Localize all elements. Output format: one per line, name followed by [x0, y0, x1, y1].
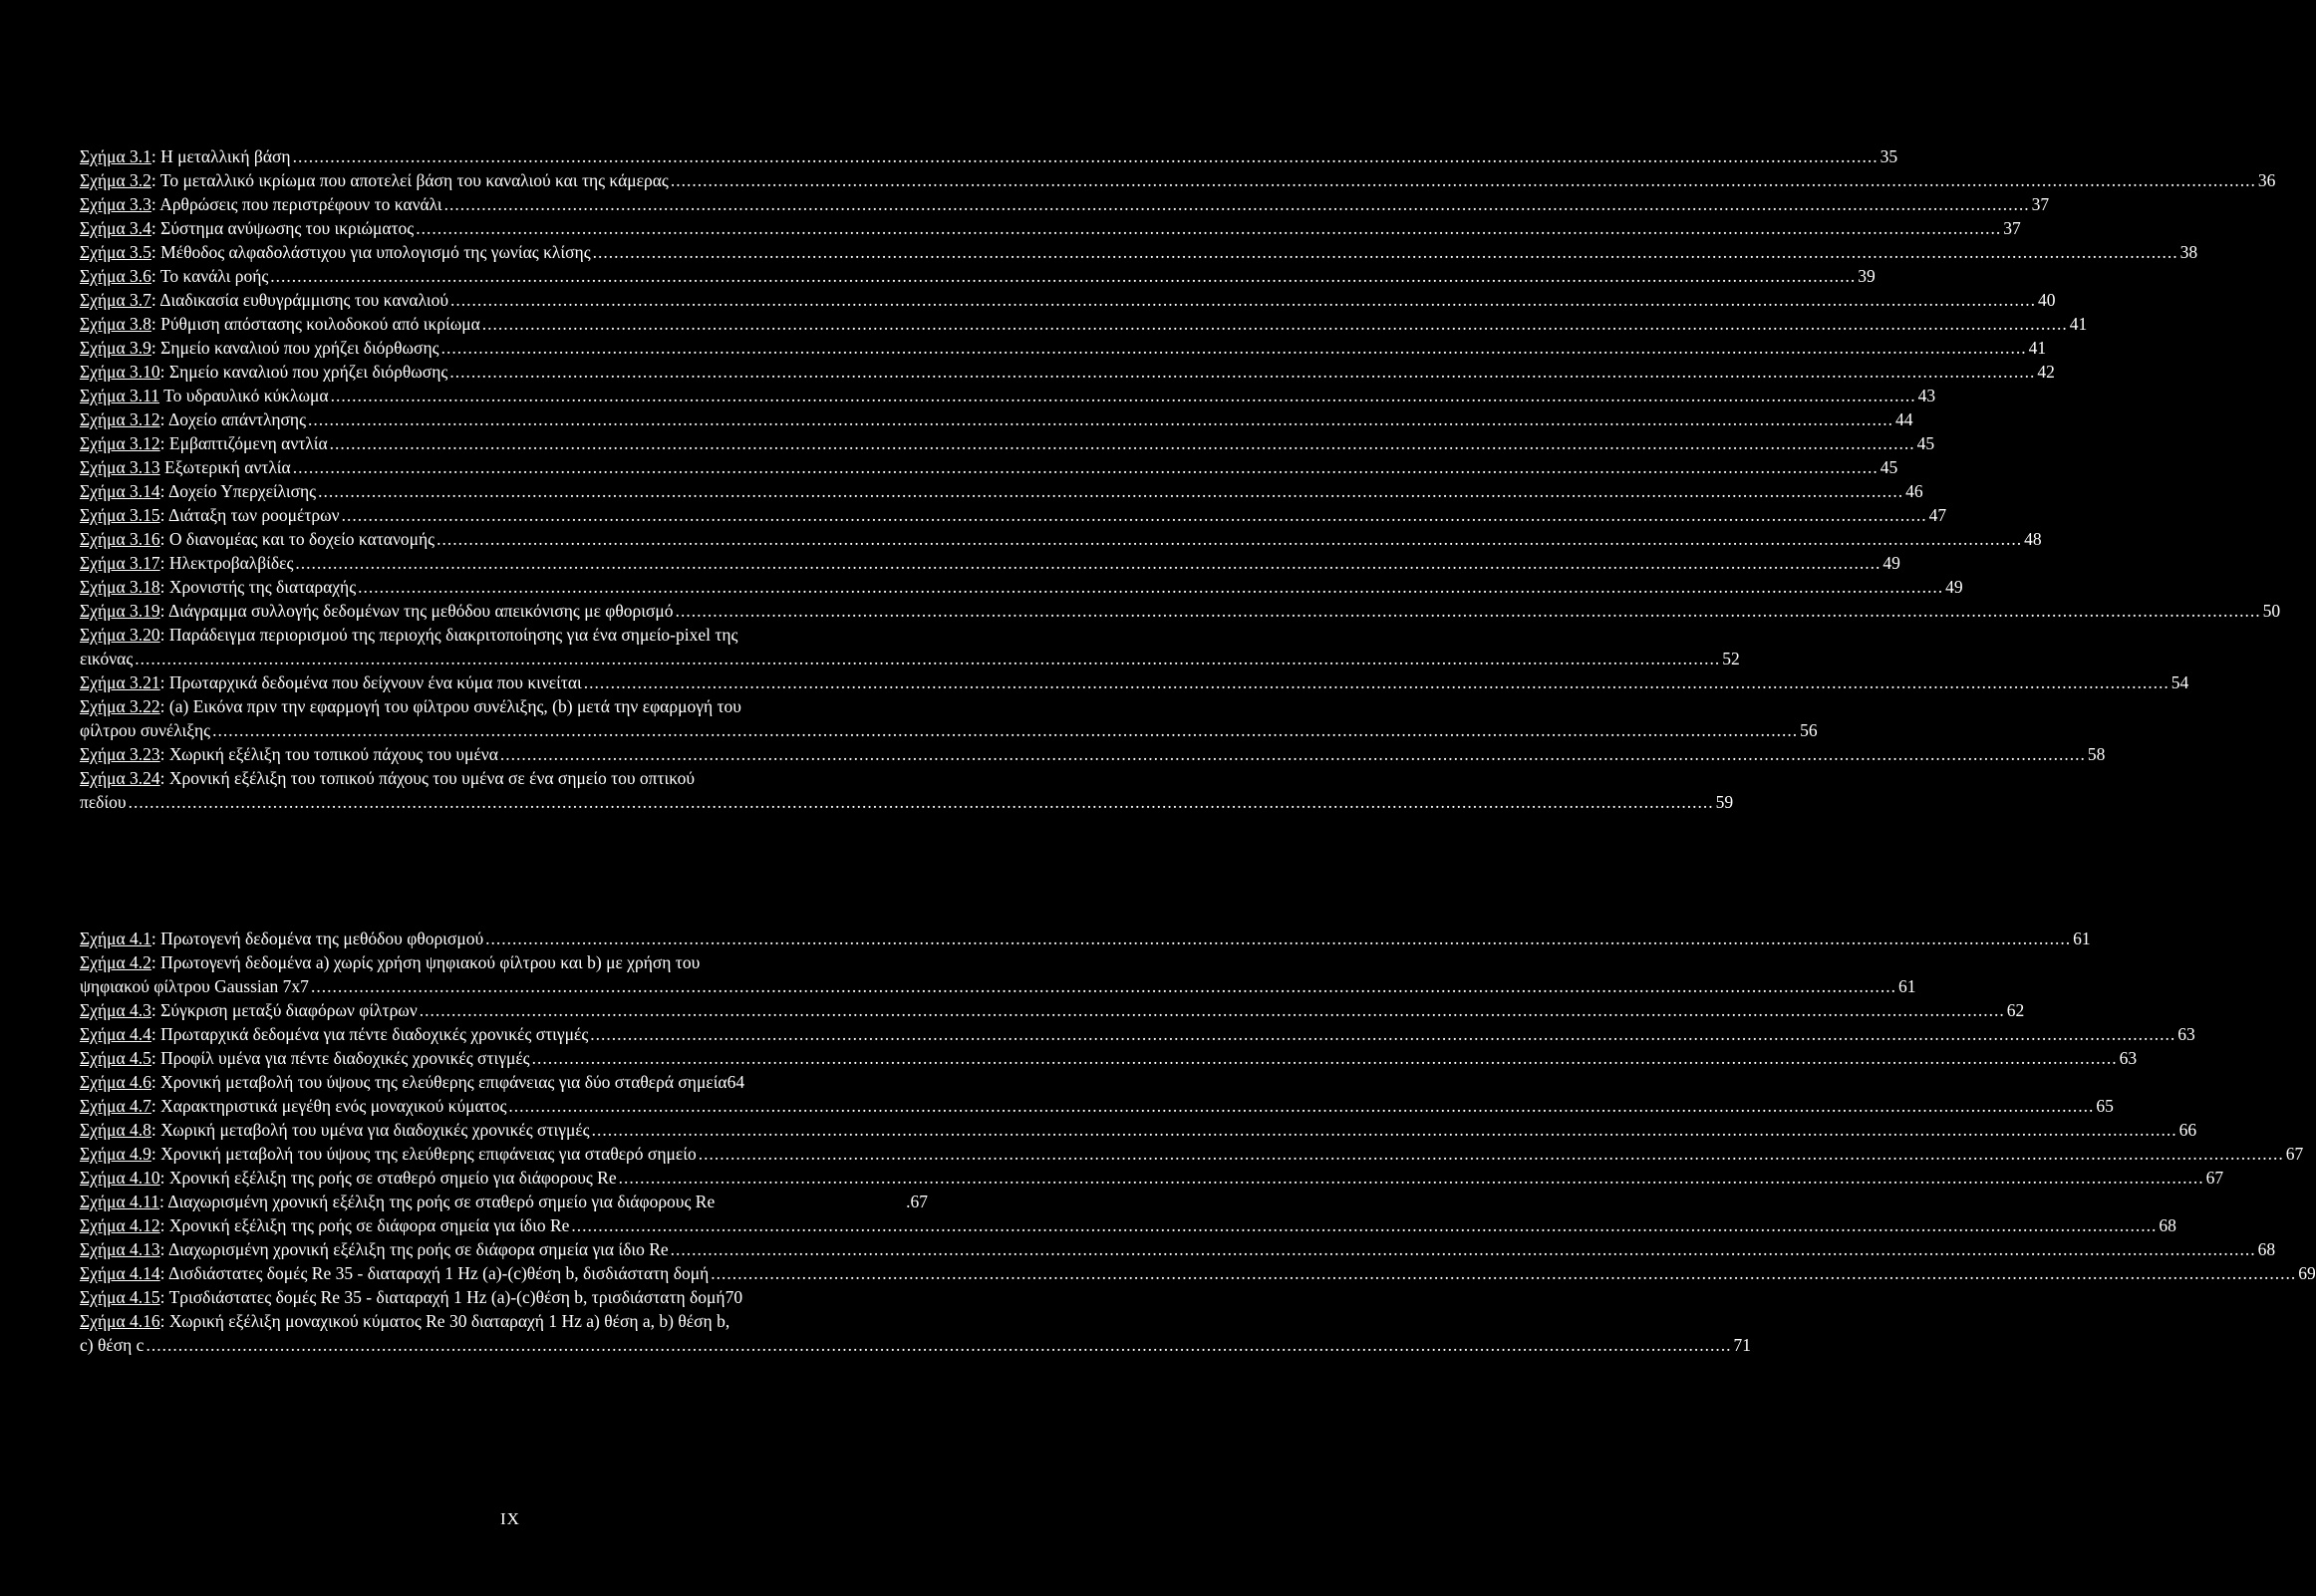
figure-number: Σχήμα 3.13: [80, 457, 160, 477]
figure-number: Σχήμα 3.5: [80, 242, 151, 262]
toc-entry-text: Σχήμα 4.11: Διαχωρισμένη χρονική εξέλιξη της ροής σε σταθερό σημείο για διάφορους Re: [80, 1192, 716, 1211]
toc-entry-line: [80, 479, 1923, 503]
figure-title: Εμβαπτιζόμενη αντλία: [168, 433, 328, 453]
figure-title: Σημείο καναλιού που χρήζει διόρθωσης: [168, 362, 448, 382]
figure-number: Σχήμα 3.18: [80, 577, 160, 597]
toc-entry-line: [80, 1190, 928, 1213]
toc-entry-line: [80, 927, 2091, 950]
toc-entry-line: [80, 1118, 2197, 1142]
toc-entry[interactable]: [80, 1190, 928, 1213]
figure-page-number: 52: [1722, 649, 1740, 668]
page-number: IX: [500, 1509, 520, 1528]
dot-leader: [671, 1237, 2256, 1261]
toc-entry-line: [80, 503, 1947, 527]
figure-number: Σχήμα 3.4: [80, 218, 151, 238]
figure-title: Αρθρώσεις που περιστρέφουν το κανάλι: [159, 194, 442, 214]
figure-title-continuation: c) θέση c: [80, 1335, 145, 1355]
figure-title: Σύστημα ανύψωσης του ικριώματος: [160, 218, 415, 238]
toc-entry-second-line: [80, 647, 1740, 670]
figure-title-continuation: εικόνας: [80, 649, 134, 668]
figure-page-number: 70: [724, 1287, 743, 1307]
toc-entry[interactable]: [80, 1046, 2138, 1070]
figure-title: Πρωταρχικά δεδομένα για πέντε διαδοχικές χρονικές στιγμές: [160, 1024, 589, 1044]
toc-entry[interactable]: [80, 1213, 2176, 1237]
toc-entry-text: Σχήμα 4.8: Χωρική μεταβολή του υμένα για διαδοχικές χρονικές στιγμές: [80, 1120, 590, 1140]
toc-entry[interactable]: [80, 336, 2047, 360]
dot-leader: [593, 240, 2178, 264]
figure-title: Το μεταλλικό ικρίωμα που αποτελεί βάση του καναλιού και της κάμερας: [159, 170, 669, 190]
figure-page-number: 62: [2006, 1000, 2025, 1020]
dot-leader: [311, 974, 1896, 998]
figure-title-continuation: ψηφιακού φίλτρου Gaussian 7x7: [80, 976, 309, 996]
dot-leader: [416, 216, 2001, 240]
figure-number: Σχήμα 4.6: [80, 1072, 151, 1092]
toc-entry-line: [80, 360, 2055, 384]
dot-leader: [592, 1118, 2177, 1142]
figure-title: Προφίλ υμένα για πέντε διαδοχικές χρονικές στιγμές: [160, 1048, 530, 1068]
figure-title: Σημείο καναλιού που χρήζει διόρθωσης: [160, 338, 439, 358]
toc-entry[interactable]: [80, 623, 1740, 670]
figure-title: Διάταξη των ροομέτρων: [167, 505, 340, 525]
toc-entry-line: [80, 742, 2106, 766]
toc-entry-second-line: [80, 718, 1818, 742]
toc-entry-second-line: [80, 1333, 1751, 1357]
figure-title: Διαχωρισμένη χρονική εξέλιξη της ροής σε διάφορα σημεία για ίδιο Re: [167, 1239, 669, 1259]
figure-number: Σχήμα 4.8: [80, 1120, 151, 1140]
toc-entry-line: [80, 1070, 928, 1094]
dot-leader: [436, 527, 2022, 551]
dot-leader: [330, 431, 1915, 455]
figure-page-number: 45: [1916, 433, 1935, 453]
toc-entry-text: Σχήμα 3.16: Ο διανομέας και το δοχείο κατανομής: [80, 529, 435, 549]
toc-entry-line: [80, 1261, 2316, 1285]
figure-page-number: 48: [2024, 529, 2042, 549]
figure-title: Τρισδιάστατες δομές Re 35 - διαταραχή 1 Hz (a)-(c)θέση b, τρισδιάστατη δομή: [168, 1287, 725, 1307]
figure-title-continuation: φίλτρου συνέλιξης: [80, 720, 211, 740]
figure-page-number: 68: [2257, 1239, 2276, 1259]
dot-leader: [420, 998, 2005, 1022]
figure-page-number: 49: [1945, 577, 1963, 597]
toc-entry-line: [80, 1213, 2176, 1237]
figure-title: Πρωτογενή δεδομένα της μεθόδου φθορισμού: [160, 929, 484, 948]
dot-leader: [699, 1142, 2284, 1166]
figure-number: Σχήμα 3.9: [80, 338, 151, 358]
figure-number: Σχήμα 4.3: [80, 1000, 151, 1020]
figure-title-continuation: πεδίου: [80, 792, 127, 812]
figure-number: Σχήμα 3.12: [80, 433, 160, 453]
figure-title: Μέθοδος αλφαδολάστιχου για υπολογισμό της γωνίας κλίσης: [160, 242, 591, 262]
toc-entry-text: Σχήμα 3.9: Σημείο καναλιού που χρήζει διόρθωσης: [80, 338, 439, 358]
figure-title: Χρονική μεταβολή του ύψους της ελεύθερης επιφάνειας για σταθερό σημείο: [160, 1144, 697, 1164]
figure-page-number: 64: [726, 1072, 745, 1092]
toc-entry-text: Σχήμα 3.5: Μέθοδος αλφαδολάστιχου για υπολογισμό της γωνίας κλίσης: [80, 242, 591, 262]
toc-entry[interactable]: [80, 670, 2189, 694]
toc-entry[interactable]: [80, 1118, 2197, 1142]
toc-entry[interactable]: [80, 264, 1876, 288]
figure-page-number: 69: [2298, 1263, 2316, 1283]
figure-number: Σχήμα 3.8: [80, 314, 151, 334]
figure-page-number: 40: [2037, 290, 2056, 310]
figure-title: Χρονική εξέλιξη της ροής σε σταθερό σημείο για διάφορους Re: [168, 1168, 617, 1188]
toc-entry-line: [80, 144, 1898, 168]
toc-entry[interactable]: [80, 360, 2055, 384]
dot-leader: [308, 407, 1893, 431]
figure-number: Σχήμα 3.17: [80, 553, 160, 573]
toc-entry-text: Σχήμα 3.12: Εμβαπτιζόμενη αντλία: [80, 433, 328, 453]
figure-title: (a) Εικόνα πριν την εφαρμογή του φίλτρου συνέλιξης, (b) μετά την εφαρμογή του: [168, 696, 741, 716]
toc-entry[interactable]: [80, 1309, 1751, 1357]
figure-page-number: 49: [1882, 553, 1900, 573]
toc-entry[interactable]: [80, 927, 2091, 950]
dot-leader: [342, 503, 1927, 527]
toc-entry[interactable]: [80, 694, 1818, 742]
toc-entry-line: [80, 264, 1876, 288]
list-of-figures-chapter-3: [80, 144, 2281, 814]
toc-entry-text: Σχήμα 4.12: Χρονική εξέλιξη της ροής σε διάφορα σημεία για ίδιο Re: [80, 1215, 570, 1235]
toc-entry[interactable]: [80, 192, 2050, 216]
toc-entry-first-line: Σχήμα 3.20: Παράδειγμα περιορισμού της περιοχής διακριτοποίησης για ένα σημείο-pixel της: [80, 625, 738, 645]
figure-title: Παράδειγμα περιορισμού της περιοχής διακριτοποίησης για ένα σημείο-pixel της: [168, 625, 738, 645]
figure-page-number: 63: [2119, 1048, 2138, 1068]
dot-leader: [441, 336, 2027, 360]
figure-title: Ρύθμιση απόστασης κοιλοδοκού από ικρίωμα: [160, 314, 480, 334]
figure-number: Σχήμα 4.9: [80, 1144, 151, 1164]
toc-entry-line: [80, 998, 2025, 1022]
toc-entry[interactable]: [80, 1142, 2304, 1166]
figure-number: Σχήμα 4.14: [80, 1263, 160, 1283]
figure-title: Διαδικασία ευθυγράμμισης του καναλιού: [159, 290, 448, 310]
dot-leader: [145, 1333, 1731, 1357]
toc-entry[interactable]: [80, 1094, 2114, 1118]
toc-entry[interactable]: [80, 216, 2021, 240]
figure-page-number: 41: [2028, 338, 2047, 358]
toc-entry-first-line: Σχήμα 3.22: (a) Εικόνα πριν την εφαρμογή του φίλτρου συνέλιξης, (b) μετά την εφαρμογή του: [80, 696, 741, 716]
figure-page-number: 45: [1880, 457, 1898, 477]
toc-entry[interactable]: [80, 407, 1913, 431]
toc-entry-text: Σχήμα 4.4: Πρωταρχικά δεδομένα για πέντε διαδοχικές χρονικές στιγμές: [80, 1024, 589, 1044]
toc-entry-text: Σχήμα 4.3: Σύγκριση μεταξύ διαφόρων φίλτρων: [80, 1000, 418, 1020]
toc-entry[interactable]: [80, 240, 2198, 264]
toc-entry[interactable]: [80, 1070, 928, 1094]
figure-number: Σχήμα 4.5: [80, 1048, 151, 1068]
figure-number: Σχήμα 4.15: [80, 1287, 160, 1307]
toc-entry-line: [80, 192, 2050, 216]
figure-page-number: 71: [1733, 1335, 1751, 1355]
toc-entry[interactable]: [80, 503, 1947, 527]
figure-title: Χρονική εξέλιξη του τοπικού πάχους του υμένα σε ένα σημείο του οπτικού: [168, 768, 696, 788]
toc-entry-text: Σχήμα 3.23: Χωρική εξέλιξη του τοπικού πάχους του υμένα: [80, 744, 498, 764]
toc-entry-first-line: Σχήμα 4.16: Χωρική εξέλιξη μοναχικού κύματος Re 30 διαταραχή 1 Hz a) θέση a, b) θέση b,: [80, 1311, 730, 1331]
dot-leader: [358, 575, 1943, 599]
figure-page-number: 37: [2003, 218, 2021, 238]
figure-page-number: 61: [2073, 929, 2091, 948]
figure-number: Σχήμα 3.6: [80, 266, 151, 286]
dot-leader: [671, 168, 2256, 192]
toc-entry-text: Σχήμα 3.4: Σύστημα ανύψωσης του ικριώματος: [80, 218, 415, 238]
toc-entry-second-line: [80, 974, 1916, 998]
figure-page-number: 44: [1895, 409, 1913, 429]
figure-title: Χρονική εξέλιξη της ροής σε διάφορα σημεία για ίδιο Re: [168, 1215, 570, 1235]
figure-number: Σχήμα 4.16: [80, 1311, 160, 1331]
figure-number: Σχήμα 4.7: [80, 1096, 151, 1116]
figure-title: Ηλεκτροβαλβίδες: [168, 553, 294, 573]
figure-number: Σχήμα 3.16: [80, 529, 160, 549]
toc-entry-text: Σχήμα 4.10: Χρονική εξέλιξη της ροής σε σταθερό σημείο για διάφορους Re: [80, 1168, 617, 1188]
dot-leader: [295, 551, 1881, 575]
toc-entry-line: [80, 575, 1963, 599]
figure-number: Σχήμα 4.1: [80, 929, 151, 948]
toc-entry-line: [80, 240, 2198, 264]
figure-number: Σχήμα 3.22: [80, 696, 160, 716]
dot-leader: [584, 670, 2170, 694]
figure-title: Ο διανομέας και το δοχείο κατανομής: [168, 529, 435, 549]
figure-page-number: 38: [2179, 242, 2198, 262]
toc-entry[interactable]: [80, 1237, 2276, 1261]
figure-number: Σχήμα 4.10: [80, 1168, 160, 1188]
figure-title: Εξωτερική αντλία: [164, 457, 291, 477]
figure-number: Σχήμα 4.11: [80, 1192, 160, 1211]
figure-page-number: 56: [1800, 720, 1818, 740]
dot-leader: [676, 599, 2261, 623]
toc-entry-text: Σχήμα 3.12: Δοχείο απάντλησης: [80, 409, 307, 429]
dot-leader: [212, 718, 1798, 742]
dot-leader: [571, 1213, 2157, 1237]
toc-entry-line: [80, 1166, 2224, 1190]
figure-title: Χωρική εξέλιξη του τοπικού πάχους του υμένα: [168, 744, 498, 764]
toc-entry-line: [80, 407, 1913, 431]
dot-leader: [500, 742, 2086, 766]
figure-page-number: 67: [2285, 1144, 2304, 1164]
figure-number: Σχήμα 3.24: [80, 768, 160, 788]
toc-entry-line: [80, 551, 1900, 575]
toc-entry-text: Σχήμα 4.9: Χρονική μεταβολή του ύψους της ελεύθερης επιφάνειας για σταθερό σημείο: [80, 1144, 697, 1164]
dot-leader: [270, 264, 1856, 288]
dot-leader: [508, 1094, 2094, 1118]
figure-title: Χρονιστής της διαταραχής: [168, 577, 357, 597]
toc-entry-text: Σχήμα 4.6: Χρονική μεταβολή του ύψους της ελεύθερης επιφάνειας για δύο σταθερά σημεία: [80, 1072, 727, 1092]
toc-entry-line: [80, 1237, 2276, 1261]
toc-entry-text: [80, 455, 291, 479]
toc-entry-line: [80, 312, 2088, 336]
toc-entry-line: [80, 1285, 928, 1309]
toc-entry[interactable]: [80, 766, 1734, 814]
toc-entry-line: [80, 1046, 2138, 1070]
toc-entry[interactable]: [80, 599, 2281, 623]
toc-entry-text: Σχήμα 3.17: Ηλεκτροβαλβίδες: [80, 553, 294, 573]
toc-entry[interactable]: [80, 1285, 928, 1309]
toc-entry-line: [80, 1142, 2304, 1166]
figure-page-number: 50: [2262, 601, 2281, 621]
figure-page-number: 47: [1928, 505, 1947, 525]
toc-entry[interactable]: [80, 1022, 2195, 1046]
dot-leader: [293, 455, 1879, 479]
figure-number: Σχήμα 3.3: [80, 194, 151, 214]
toc-entry[interactable]: [80, 384, 1936, 407]
toc-entry-text: Σχήμα 3.8: Ρύθμιση απόστασης κοιλοδοκού από ικρίωμα: [80, 314, 480, 334]
toc-entry-text: Σχήμα 4.14: Δισδιάστατες δομές Re 35 - διαταραχή 1 Hz (a)-(c)θέση b, δισδιάστατη δομή: [80, 1263, 710, 1283]
figure-number: Σχήμα 3.23: [80, 744, 160, 764]
figure-page-number: 46: [1905, 481, 1923, 501]
toc-entry-line: [80, 384, 1936, 407]
figure-page-number: 59: [1715, 792, 1734, 812]
toc-entry[interactable]: [80, 168, 2276, 192]
toc-entry-line: [80, 168, 2276, 192]
figure-title: Το κανάλι ροής: [159, 266, 269, 286]
toc-entry-text: Σχήμα 4.5: Προφίλ υμένα για πέντε διαδοχικές χρονικές στιγμές: [80, 1048, 530, 1068]
toc-entry-line: [80, 336, 2047, 360]
figure-page-number: 54: [2171, 672, 2189, 692]
toc-entry-text: Σχήμα 3.7: Διαδικασία ευθυγράμμισης του καναλιού: [80, 290, 448, 310]
figure-page-number: 41: [2069, 314, 2088, 334]
figure-title: Χωρική εξέλιξη μοναχικού κύματος Re 30 διαταραχή 1 Hz a) θέση a, b) θέση b,: [168, 1311, 730, 1331]
figure-title: Το υδραυλικό κύκλωμα: [163, 386, 329, 405]
dot-leader: [129, 790, 1714, 814]
dot-leader: .: [906, 1192, 911, 1211]
toc-entry-line: [80, 431, 1935, 455]
dot-leader: [532, 1046, 2118, 1070]
figure-number: Σχήμα 3.1: [80, 146, 151, 166]
figure-page-number: 37: [2031, 194, 2050, 214]
figure-page-number: 43: [1917, 386, 1936, 405]
toc-entry-first-line: Σχήμα 4.2: Πρωτογενή δεδομένα a) χωρίς χρήση ψηφιακού φίλτρου και b) με χρήση του: [80, 952, 701, 972]
dot-leader: [482, 312, 2068, 336]
toc-entry-text: Σχήμα 3.18: Χρονιστής της διαταραχής: [80, 577, 357, 597]
figure-number: Σχήμα 3.10: [80, 362, 160, 382]
figure-number: Σχήμα 3.7: [80, 290, 151, 310]
toc-entry-text: Σχήμα 4.1: Πρωτογενή δεδομένα της μεθόδου φθορισμού: [80, 929, 484, 948]
figure-title: Δοχείο απάντλησης: [167, 409, 307, 429]
toc-entry-text: Σχήμα 3.6: Το κανάλι ροής: [80, 266, 269, 286]
figure-title: Πρωταρχικά δεδομένα που δείχνουν ένα κύμα που κινείται: [168, 672, 582, 692]
figure-number: Σχήμα 3.20: [80, 625, 160, 645]
toc-entry-line: [80, 288, 2056, 312]
toc-entry-first-line: Σχήμα 3.24: Χρονική εξέλιξη του τοπικού πάχους του υμένα σε ένα σημείο του οπτικού: [80, 768, 696, 788]
figure-title: Η μεταλλική βάση: [160, 146, 291, 166]
toc-entry-text: Σχήμα 4.13: Διαχωρισμένη χρονική εξέλιξη της ροής σε διάφορα σημεία για ίδιο Re: [80, 1239, 669, 1259]
toc-entry[interactable]: [80, 1261, 2316, 1285]
figure-page-number: 42: [2037, 362, 2055, 382]
figure-page-number: 35: [1880, 146, 1898, 166]
toc-entry-text: Σχήμα 3.21: Πρωταρχικά δεδομένα που δείχνουν ένα κύμα που κινείται: [80, 672, 582, 692]
figure-page-number: 39: [1858, 266, 1876, 286]
figure-number: Σχήμα 4.4: [80, 1024, 151, 1044]
toc-entry[interactable]: [80, 144, 1898, 168]
dot-leader: [619, 1166, 2204, 1190]
toc-entry[interactable]: [80, 431, 1935, 455]
toc-entry[interactable]: [80, 950, 1916, 998]
figure-number: Σχήμα 3.21: [80, 672, 160, 692]
toc-entry-text: Σχήμα 3.3: Αρθρώσεις που περιστρέφουν το κανάλι: [80, 194, 442, 214]
toc-entry-line: [80, 527, 2042, 551]
dot-leader: [135, 647, 1720, 670]
dot-leader: [293, 144, 1879, 168]
figure-page-number: 58: [2087, 744, 2106, 764]
figure-page-number: 67: [2205, 1168, 2224, 1188]
figure-page-number: 36: [2257, 170, 2276, 190]
figure-title: Δισδιάστατες δομές Re 35 - διαταραχή 1 Hz (a)-(c)θέση b, δισδιάστατη δομή: [167, 1263, 710, 1283]
toc-entry[interactable]: [80, 479, 1923, 503]
toc-entry[interactable]: [80, 455, 1898, 479]
dot-leader: [318, 479, 1903, 503]
dot-leader: [485, 927, 2071, 950]
figure-page-number: 61: [1897, 976, 1916, 996]
figure-title: Διαχωρισμένη χρονική εξέλιξη της ροής σε σταθερό σημείο για διάφορους Re: [167, 1192, 716, 1211]
toc-entry[interactable]: [80, 742, 2106, 766]
figure-page-number: 63: [2177, 1024, 2195, 1044]
toc-entry[interactable]: [80, 998, 2025, 1022]
toc-entry-second-line: [80, 790, 1734, 814]
dot-leader: [711, 1261, 2296, 1285]
toc-entry-line: [80, 670, 2189, 694]
toc-entry[interactable]: [80, 312, 2088, 336]
figure-title: Διάγραμμα συλλογής δεδομένων της μεθόδου απεικόνισης με φθορισμό: [167, 601, 674, 621]
dot-leader: [450, 288, 2036, 312]
figure-title: Δοχείο Υπερχείλισης: [167, 481, 317, 501]
figure-number: Σχήμα 3.2: [80, 170, 151, 190]
toc-entry-text: Σχήμα 3.14: Δοχείο Υπερχείλισης: [80, 481, 317, 501]
toc-entry[interactable]: [80, 575, 1963, 599]
figure-number: Σχήμα 3.11: [80, 386, 160, 405]
toc-entry-text: Σχήμα 3.10: Σημείο καναλιού που χρήζει διόρθωσης: [80, 362, 448, 382]
toc-entry-text: Σχήμα 3.1: Η μεταλλική βάση: [80, 146, 291, 166]
figure-number: Σχήμα 3.15: [80, 505, 160, 525]
figure-number: Σχήμα 4.2: [80, 952, 151, 972]
figure-number: Σχήμα 3.14: [80, 481, 160, 501]
figure-title: Πρωτογενή δεδομένα a) χωρίς χρήση ψηφιακού φίλτρου και b) με χρήση του: [160, 952, 701, 972]
figure-title: Σύγκριση μεταξύ διαφόρων φίλτρων: [160, 1000, 418, 1020]
figure-number: Σχήμα 3.12: [80, 409, 160, 429]
figure-number: Σχήμα 3.19: [80, 601, 160, 621]
figure-title: Χαρακτηριστικά μεγέθη ενός μοναχικού κύματος: [160, 1096, 507, 1116]
figure-number: Σχήμα 4.12: [80, 1215, 160, 1235]
figure-page-number: 67: [910, 1192, 928, 1211]
dot-leader: [444, 192, 2030, 216]
toc-entry[interactable]: [80, 1166, 2224, 1190]
toc-entry-text: [80, 384, 329, 407]
toc-entry-text: Σχήμα 4.15: Τρισδιάστατες δομές Re 35 - διαταραχή 1 Hz (a)-(c)θέση b, τρισδιάστατη δομή: [80, 1287, 725, 1307]
figure-page-number: 68: [2159, 1215, 2176, 1235]
dot-leader: [590, 1022, 2175, 1046]
toc-entry-line: [80, 455, 1898, 479]
figure-title: Χωρική μεταβολή του υμένα για διαδοχικές χρονικές στιγμές: [160, 1120, 590, 1140]
figure-number: Σχήμα 4.13: [80, 1239, 160, 1259]
toc-entry-line: [80, 1094, 2114, 1118]
toc-entry[interactable]: [80, 551, 1900, 575]
toc-entry-text: Σχήμα 3.2: Το μεταλλικό ικρίωμα που αποτελεί βάση του καναλιού και της κάμερας: [80, 170, 669, 190]
toc-entry[interactable]: [80, 288, 2056, 312]
figure-page-number: 65: [2096, 1096, 2114, 1116]
list-of-figures-chapter-4: [80, 927, 2316, 1357]
toc-entry-line: [80, 599, 2281, 623]
dot-leader: [331, 384, 1916, 407]
toc-entry-line: [80, 216, 2021, 240]
figure-page-number: 66: [2178, 1120, 2197, 1140]
toc-entry-line: [80, 1022, 2195, 1046]
toc-entry-text: Σχήμα 3.15: Διάταξη των ροομέτρων: [80, 505, 340, 525]
toc-entry-text: Σχήμα 3.19: Διάγραμμα συλλογής δεδομένων της μεθόδου απεικόνισης με φθορισμό: [80, 601, 674, 621]
dot-leader: [449, 360, 2035, 384]
toc-entry[interactable]: [80, 527, 2042, 551]
toc-entry-text: Σχήμα 4.7: Χαρακτηριστικά μεγέθη ενός μοναχικού κύματος: [80, 1096, 507, 1116]
figure-title: Χρονική μεταβολή του ύψους της ελεύθερης επιφάνειας για δύο σταθερά σημεία: [160, 1072, 727, 1092]
